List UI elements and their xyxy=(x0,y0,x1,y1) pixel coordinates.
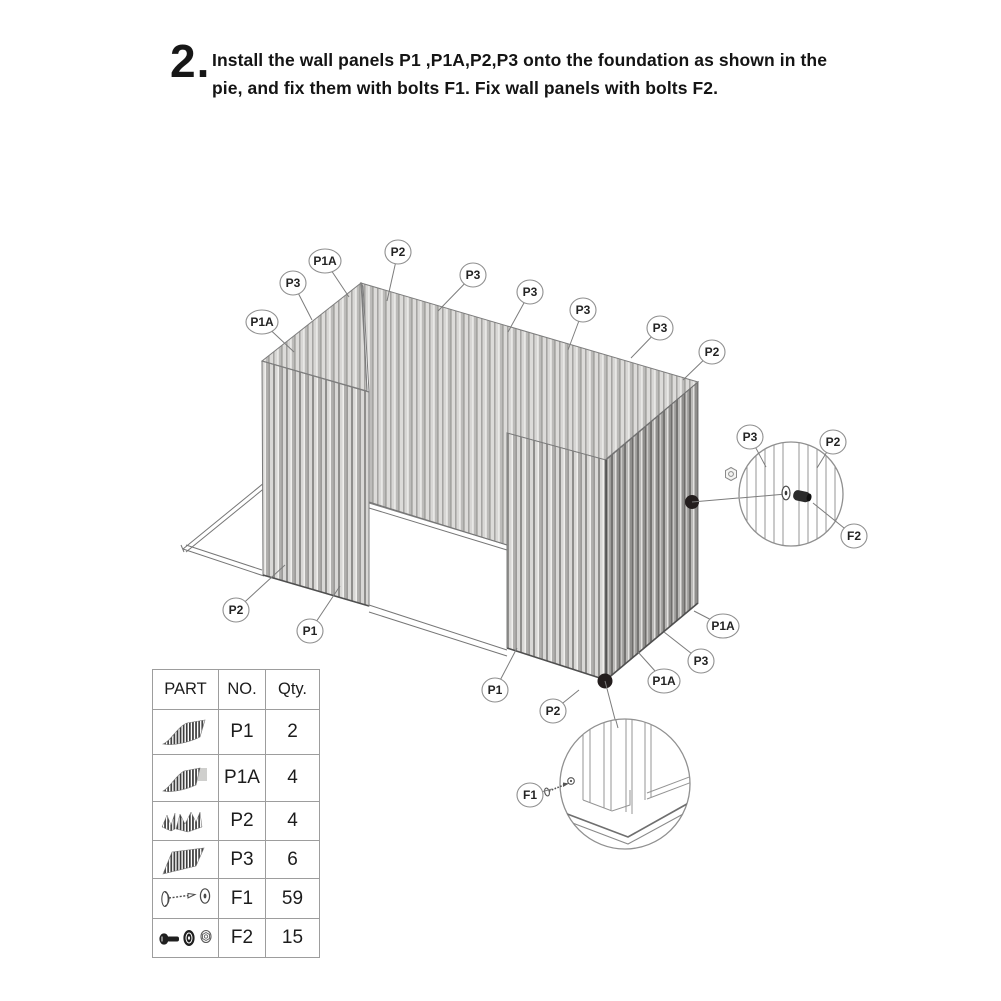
svg-text:P2: P2 xyxy=(545,704,561,718)
svg-text:P1A: P1A xyxy=(250,315,274,329)
svg-text:P1: P1 xyxy=(487,683,503,697)
panel-label-p3 xyxy=(280,271,312,320)
panel-label-p1a xyxy=(694,611,739,638)
f1-detail-view xyxy=(544,695,696,849)
part-no: P2 xyxy=(219,802,266,841)
panel-label-p3 xyxy=(438,263,486,311)
svg-text:F1: F1 xyxy=(522,788,538,802)
svg-text:P3: P3 xyxy=(652,321,668,335)
svg-text:P3: P3 xyxy=(465,268,481,282)
panel-label-p2 xyxy=(223,565,285,622)
f2-bolt-icon xyxy=(157,923,215,953)
part-qty: 4 xyxy=(266,802,320,841)
panel-label-p1a xyxy=(309,249,349,297)
panel-label-p3 xyxy=(568,298,596,350)
step-number: 2. xyxy=(170,35,211,87)
panel-label-p1a xyxy=(246,310,294,352)
panel-label-p1a xyxy=(638,652,680,693)
col-header-qty: Qty. xyxy=(266,670,320,710)
svg-text:P2: P2 xyxy=(390,245,406,259)
part-no: P1 xyxy=(219,710,266,755)
col-header-part: PART xyxy=(153,670,219,710)
svg-text:P3: P3 xyxy=(693,654,709,668)
nut-icon xyxy=(726,468,737,481)
front-right-wall-panels xyxy=(507,433,606,680)
panel-label-p2 xyxy=(683,340,725,380)
svg-text:P3: P3 xyxy=(742,430,758,444)
instruction-line-1: Install the wall panels P1 ,P1A,P2,P3 onto the foundation as shown in the xyxy=(212,50,828,70)
svg-text:P3: P3 xyxy=(522,285,538,299)
panel-label-p2 xyxy=(385,240,411,301)
panel-label-p2 xyxy=(540,690,579,723)
front-left-wall-panels xyxy=(262,361,369,606)
part-no: F2 xyxy=(219,919,266,958)
table-row xyxy=(153,755,320,802)
part-qty: 4 xyxy=(266,755,320,802)
f1-screw-icon xyxy=(157,884,215,914)
p1-panel-icon xyxy=(158,713,214,751)
svg-text:P2: P2 xyxy=(704,345,720,359)
p3-panel-icon xyxy=(158,843,214,877)
foundation-frame xyxy=(181,478,272,576)
table-row xyxy=(153,841,320,879)
part-qty: 2 xyxy=(266,710,320,755)
svg-text:P1: P1 xyxy=(302,624,318,638)
part-no: P3 xyxy=(219,841,266,879)
table-row xyxy=(153,879,320,919)
instruction-line-2: pie, and fix them with bolts F1. Fix wall panels with bolts F2. xyxy=(212,78,719,98)
table-row xyxy=(153,919,320,958)
svg-text:P1A: P1A xyxy=(313,254,337,268)
panel-label-p3 xyxy=(631,316,673,358)
svg-text:P1A: P1A xyxy=(652,674,676,688)
part-qty: 15 xyxy=(266,919,320,958)
parts-table xyxy=(152,669,320,958)
p2-panel-icon xyxy=(158,805,214,837)
part-qty: 6 xyxy=(266,841,320,879)
svg-text:P2: P2 xyxy=(825,435,841,449)
svg-text:F2: F2 xyxy=(846,529,862,543)
col-header-no: NO. xyxy=(219,670,266,710)
table-header-row xyxy=(153,670,320,710)
svg-text:P3: P3 xyxy=(575,303,591,317)
part-no: F1 xyxy=(219,879,266,919)
panel-label-p3 xyxy=(508,280,543,332)
panel-label-p3 xyxy=(664,632,714,673)
table-row xyxy=(153,710,320,755)
svg-text:P3: P3 xyxy=(285,276,301,290)
table-row xyxy=(153,802,320,841)
part-no: P1A xyxy=(219,755,266,802)
svg-text:P2: P2 xyxy=(228,603,244,617)
panel-label-p1 xyxy=(482,648,517,702)
part-qty: 59 xyxy=(266,879,320,919)
p1a-panel-icon xyxy=(158,759,214,797)
svg-text:P1A: P1A xyxy=(711,619,735,633)
